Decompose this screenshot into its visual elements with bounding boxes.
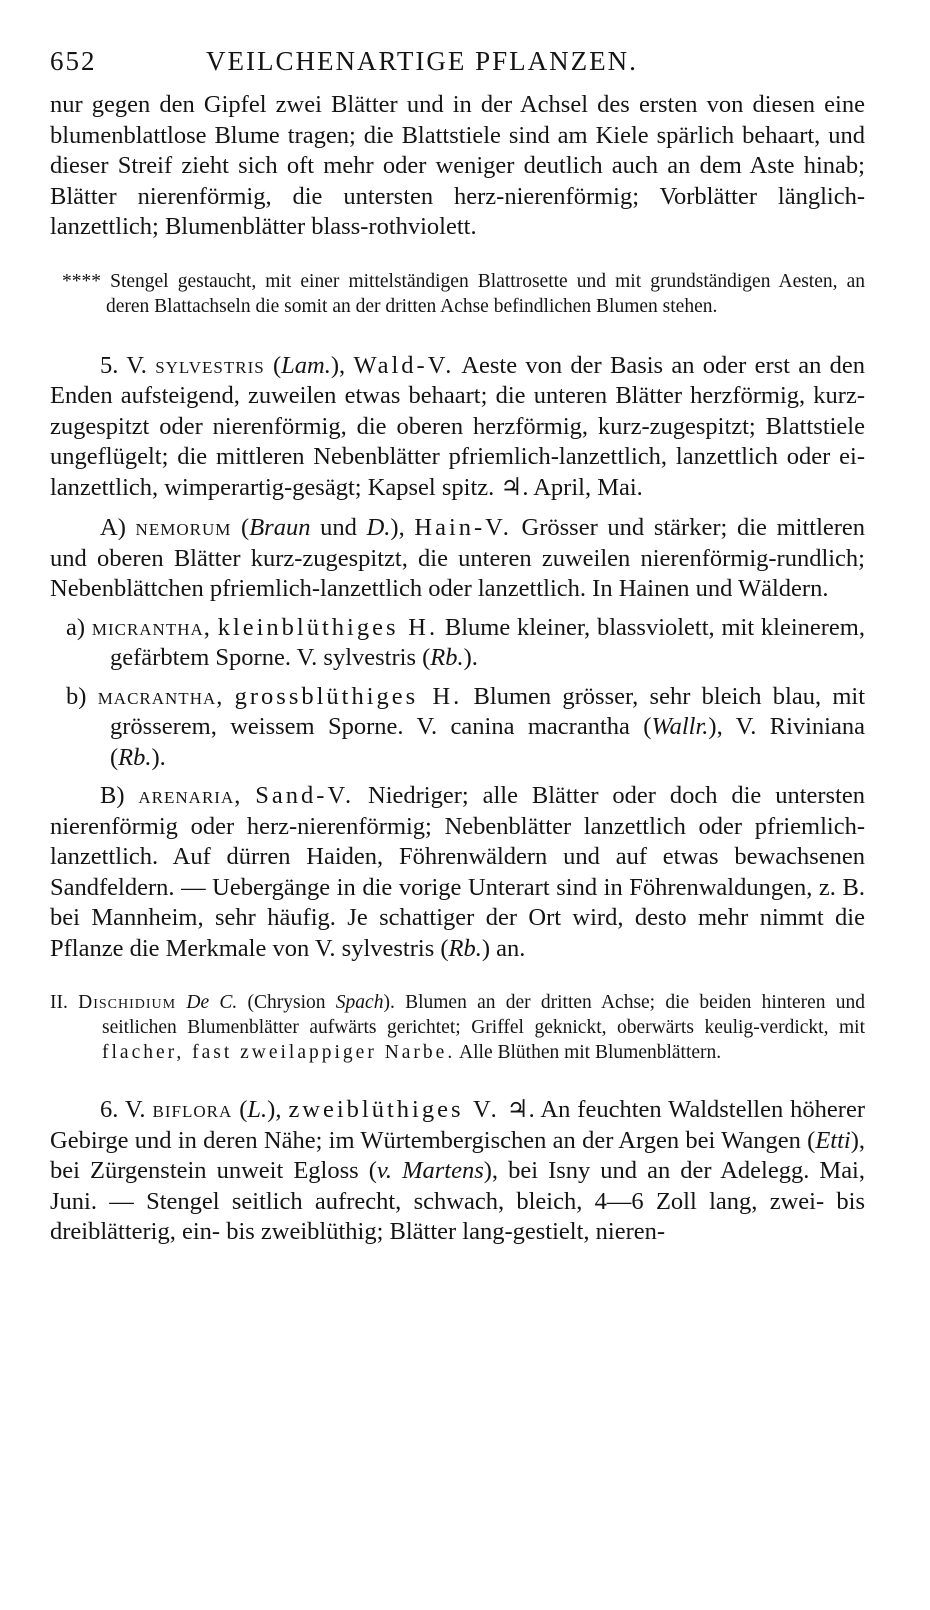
- common-name: Wald-V.: [353, 351, 455, 379]
- form-author: Rb.: [118, 743, 152, 771]
- variety-label: A): [100, 514, 126, 541]
- form-b-entry: [50, 682, 865, 774]
- book-page: [50, 46, 865, 1248]
- form-a-entry: [50, 613, 865, 674]
- form-description: Blumen grösser, sehr bleich blau, mit grösserem, weissem Sporne. V. canina macrantha (: [110, 682, 866, 740]
- paren: ) an.: [481, 934, 526, 962]
- common-name: grossblüthiges H.: [234, 682, 463, 710]
- form-author: Wallr.: [651, 713, 709, 740]
- form-label: a): [66, 613, 86, 641]
- page-number: 652: [50, 46, 97, 76]
- form-name: macrantha,: [97, 682, 224, 710]
- variety-B-entry: [50, 781, 865, 964]
- species-author: Lam.: [281, 351, 331, 379]
- paren: ),: [267, 1096, 282, 1123]
- common-name: zweiblüthiges V.: [288, 1096, 500, 1123]
- spaced-phrase: flacher, fast zweilappiger Narbe.: [102, 1042, 456, 1063]
- common-name: Sand-V.: [255, 782, 355, 809]
- species-description: ♃. An feuchten Waldstellen höherer Gebirge und in deren Nähe; im Würtembergischen an der Argen bei Wangen (: [50, 1096, 865, 1154]
- species-name: sylvestris: [155, 351, 265, 379]
- note-marker: ****: [62, 270, 101, 292]
- form-name: micrantha,: [91, 613, 211, 641]
- species-description: ), bei Isny und an der Adelegg. Mai, Juni. — Stengel seitlich aufrecht, schwach, bleich, 4—6 Zoll lang, zwei- bis dreiblätterig, ein- bis zweiblüthig; Blätter lang-gestielt, nieren-: [50, 1157, 865, 1245]
- continued-paragraph: [50, 90, 865, 243]
- variety-name: nemorum: [135, 514, 232, 541]
- footnote-section-note: [50, 269, 865, 319]
- section-author: De C.: [186, 992, 238, 1013]
- note-text: Stengel gestaucht, mit einer mittelständigen Blattrosette und mit grundständigen Aesten, an deren Blattachseln die somit an der dritten Achse befindlichen Blumen stehen.: [106, 270, 866, 317]
- paren: (: [241, 514, 250, 541]
- section-description: ). Blumen an der dritten Achse; die beiden hinteren und seitlichen Blumenblätter aufwärts gerichtet; Griffel geknickt, oberwärts keulig-verdickt, mit: [102, 992, 866, 1038]
- section-synonym: (Chrysion: [247, 992, 326, 1013]
- variety-description: Grösser und stärker; die mittleren und oberen Blätter kurz-zugespitzt, die unteren zuweilen nierenförmig-rundlich; Nebenblättchen pfriemlich-lanzettlich oder lanzettlich. In Hainen und Wäldern.: [50, 514, 866, 602]
- form-label: b): [66, 682, 87, 710]
- species-number: 6. V.: [100, 1096, 146, 1123]
- form-description: Blume kleiner, blassviolett, mit kleinerem, gefärbtem Sporne. V. sylvestris (: [110, 613, 865, 671]
- variety-label: B): [100, 782, 125, 809]
- section-number: II.: [50, 992, 68, 1013]
- common-name: kleinblüthiges H.: [217, 613, 439, 641]
- species-name: biflora: [152, 1096, 233, 1123]
- section-author: Spach: [335, 992, 384, 1013]
- form-author: Rb.: [430, 644, 464, 671]
- section-name: Dischidium: [78, 992, 177, 1013]
- collector-name: Etti: [815, 1126, 851, 1154]
- species-number: 5. V.: [100, 351, 147, 379]
- variety-author: Rb.: [448, 934, 482, 962]
- section-II-heading: [50, 990, 865, 1065]
- species-description: Aeste von der Basis an oder erst an den Enden aufsteigend, zuweilen etwas behaart; die unteren Blätter herzförmig, kurz-zugespitzt oder nierenförmig, die oberen herzförmig, kurz-zugespitzt; Blattstiele ungeflügelt; die mittleren Nebenblätter pfriemlich-lanzettlich, lanzettlich oder ei-lanzettlich, wimperartig-gesägt; Kapsel spitz. ♃. April, Mai.: [50, 351, 866, 501]
- common-name: Hain-V.: [414, 514, 512, 541]
- paren: ),: [330, 351, 346, 379]
- variety-author: Braun: [249, 514, 311, 541]
- species-5-entry: [50, 351, 865, 504]
- variety-author: D.: [366, 514, 391, 541]
- paragraph-text: nur gegen den Gipfel zwei Blätter und in der Achsel des ersten von diesen eine blumenblattlose Blume tragen; die Blattstiele sind am Kiele spärlich behaart, und dieser Streif zieht sich oft mehr oder weniger deutlich auch an dem Aste hinab; Blätter nierenförmig, die untersten herz-nierenförmig; Vorblätter länglich-lanzettlich; Blumenblätter blass-rothviolett.: [50, 91, 865, 240]
- running-title: VEILCHENARTIGE PFLANZEN.: [206, 46, 638, 76]
- variety-name: arenaria,: [138, 782, 242, 809]
- section-description: Alle Blüthen mit Blumenblättern.: [459, 1042, 722, 1063]
- species-6-entry: [50, 1095, 865, 1248]
- paren: ).: [151, 743, 166, 771]
- paren: ),: [390, 514, 405, 541]
- variety-description: Niedriger; alle Blätter oder doch die untersten nierenförmig oder herz-nierenförmig; Nebenblätter lanzettlich oder pfriemlich-lanzettlich. Auf dürren Haiden, Föhrenwäldern und auf etwas bewachsenen Sandfeldern. — Uebergänge in die vorige Unterart sind in Föhrenwaldungen, z. B. bei Mannheim, sehr häufig. Je schattiger der Ort wird, desto mehr nimmt die Pflanze die Merkmale von V. sylvestris (: [50, 782, 866, 962]
- species-author: L.: [247, 1096, 268, 1123]
- paren: ).: [463, 644, 478, 671]
- conjunction: und: [320, 514, 357, 541]
- species-description: ), bei Zürgenstein unweit Egloss (: [50, 1126, 865, 1184]
- paren: (: [273, 351, 282, 379]
- page-header: [50, 46, 865, 86]
- paren: (: [239, 1096, 248, 1123]
- variety-A-entry: [50, 513, 865, 605]
- form-description: ), V. Riviniana (: [110, 713, 865, 771]
- collector-name: v. Martens: [376, 1157, 484, 1184]
